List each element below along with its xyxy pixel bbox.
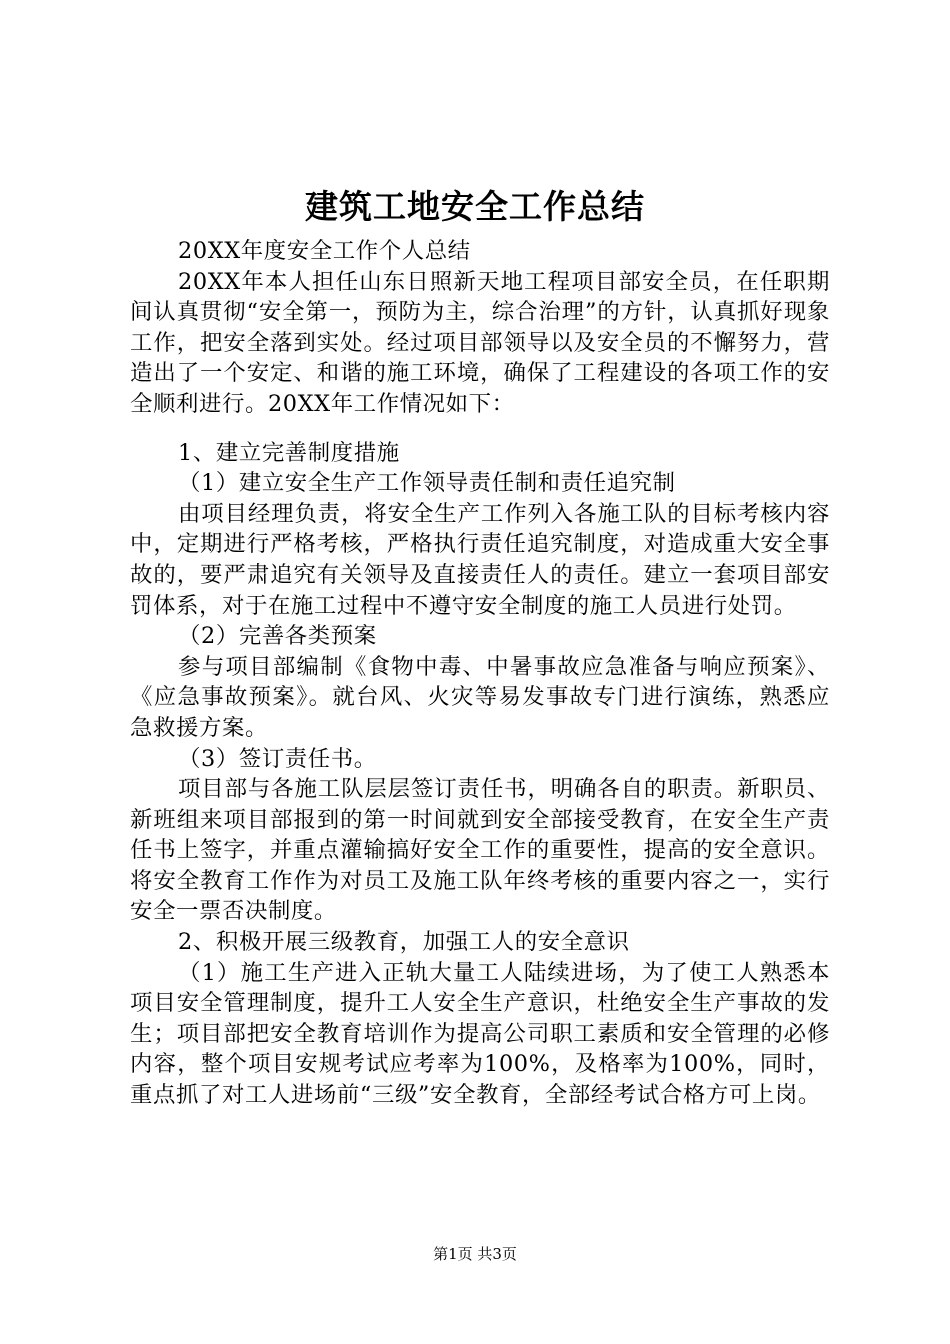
document-body <box>130 236 830 1111</box>
subheading-1-2: （2）完善各类预案 <box>178 623 377 650</box>
subtitle-paragraph: 20XX年度安全工作个人总结 <box>178 238 471 264</box>
subheading-1-3: （3）签订责任书。 <box>178 745 377 772</box>
intro-paragraph: 20XX年本人担任山东日照新天地工程项目部安全员，在任职期间认真贯彻“安全第一，预防为主，综合治理”的方针，认真抓好现象工作，把安全落到实处。经过项目部领导以及安全员的不懈努力，营造出了一个安定、和谐的施工环境，确保了工程建设的各项工作的安全顺利进行。20XX年工作情况如下： <box>130 268 830 417</box>
body-paragraph: （1）施工生产进入正轨大量工人陆续进场，为了使工人熟悉本项目安全管理制度，提升工人安全生产意识，杜绝安全生产事故的发生；项目部把安全教育培训作为提高公司职工素质和安全管理的必修内容，整个项目安规考试应考率为100%，及格率为100%，同时，重点抓了对工人进场前“三级”安全教育，全部经考试合格方可上岗。 <box>130 959 830 1109</box>
body-paragraph: 项目部与各施工队层层签订责任书，明确各自的职责。新职员、新班组来项目部报到的第一时间就到安全部接受教育，在安全生产责任书上签字，并重点灌输搞好安全工作的重要性，提高的安全意识。将安全教育工作作为对员工及施工队年终考核的重要内容之一，实行安全一票否决制度。 <box>130 776 830 925</box>
body-paragraph: 参与项目部编制《食物中毒、中暑事故应急准备与响应预案》、《应急事故预案》。就台风、火灾等易发事故专门进行演练，熟悉应急救援方案。 <box>130 653 830 741</box>
section-heading-2: 2、积极开展三级教育，加强工人的安全意识 <box>178 929 630 956</box>
subheading-1-1: （1）建立安全生产工作领导责任制和责任追究制 <box>178 470 676 497</box>
body-paragraph: 由项目经理负责，将安全生产工作列入各施工队的目标考核内容中，定期进行严格考核，严格执行责任追究制度，对造成重大安全事故的，要严肃追究有关领导及直接责任人的责任。建立一套项目部安罚体系，对于在施工过程中不遵守安全制度的施工人员进行处罚。 <box>130 500 830 619</box>
section-heading-1: 1、建立完善制度措施 <box>178 439 400 466</box>
page-footer: 第1页 共3页 <box>433 1245 517 1263</box>
document-title: 建筑工地安全工作总结 <box>305 187 645 226</box>
